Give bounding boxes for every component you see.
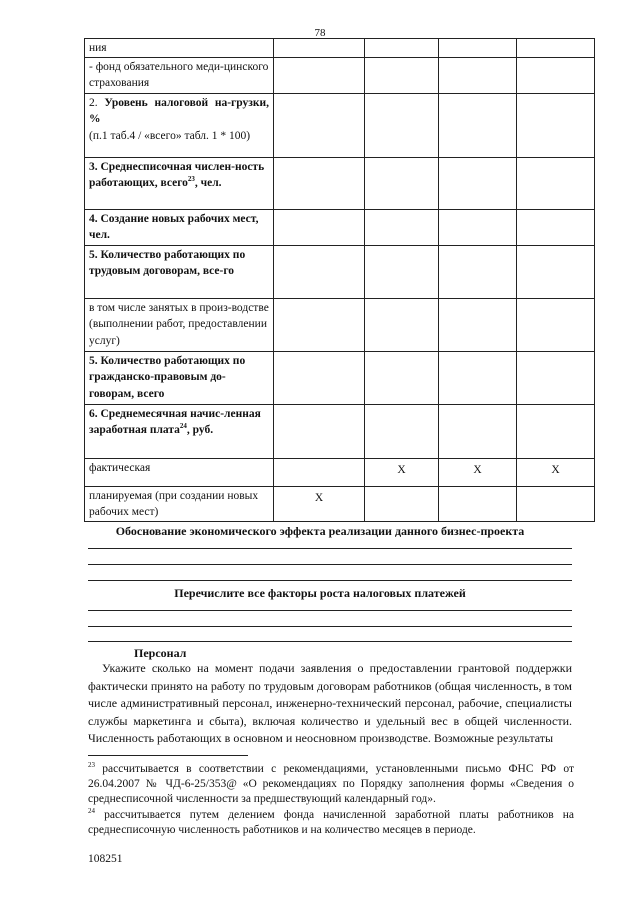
- row-number: 2.: [89, 96, 98, 109]
- fill-line: [88, 548, 572, 549]
- table-row: [85, 93, 595, 157]
- footnote-ref: 23: [187, 175, 195, 184]
- table-cell: [274, 245, 365, 298]
- row-label-note: (п.1 таб.4 / «всего» табл. 1 * 100): [89, 129, 251, 142]
- table-cell: [365, 57, 439, 93]
- footnote-number: 24: [88, 807, 95, 816]
- table-cell: [439, 298, 517, 351]
- table-cell: X: [274, 486, 365, 521]
- table-cell: X: [439, 458, 517, 486]
- personnel-text: Укажите сколько на момент подачи заявления о предоставлении грантовой поддержки фактически принято на работу по трудовым договорам работников (общая численность, в том числе административный персонал, инженерно-технический персонал, рабочие, специалисты службы маркетинга и сбыта), включая количество и удельный вес в общей численности. Численность работающих в основном и неосновном производстве. Возможные результаты: [88, 661, 572, 745]
- table-cell: [439, 209, 517, 245]
- table-row: [85, 57, 595, 93]
- row-label: ния: [85, 39, 274, 58]
- personnel-paragraph: [88, 660, 572, 748]
- row-label-bold: 3. Среднесписочная числен-ность работающих, всего: [89, 160, 265, 189]
- row-label: [85, 404, 274, 458]
- table-cell: [517, 93, 595, 157]
- table-cell: [439, 486, 517, 521]
- row-label-tail: , руб.: [186, 424, 214, 436]
- row-label-tail: , чел.: [194, 177, 222, 189]
- table-row: [85, 209, 595, 245]
- footnote-ref: 24: [179, 422, 187, 431]
- table-cell: [517, 486, 595, 521]
- table-cell: [274, 93, 365, 157]
- table-cell: [274, 39, 365, 58]
- table-row: [85, 458, 595, 486]
- row-label: 5. Количество работающих по трудовым договорам, все-го: [85, 245, 274, 298]
- table-row: [85, 404, 595, 458]
- fill-line: [88, 580, 572, 581]
- row-label-bold: 6. Среднемесячная начис-ленная заработная плата: [89, 407, 261, 436]
- table-cell: [274, 157, 365, 209]
- row-label-bold: Уровень налоговой на-грузки, %: [89, 96, 269, 125]
- footnote-text: рассчитывается путем делением фонда начисленной заработной платы работников на среднесписочную численность работников и на количество месяцев в периоде.: [88, 809, 574, 836]
- table-row: [85, 157, 595, 209]
- row-label: [85, 157, 274, 209]
- fill-line: [88, 610, 572, 611]
- table-cell: [365, 486, 439, 521]
- row-label: 4. Создание новых рабочих мест, чел.: [85, 209, 274, 245]
- fill-line: [88, 564, 572, 565]
- table-cell: [365, 245, 439, 298]
- table-cell: [365, 351, 439, 404]
- table-cell: [274, 351, 365, 404]
- table-cell: [517, 404, 595, 458]
- table-row: [85, 486, 595, 521]
- table-cell: [517, 209, 595, 245]
- footnote-text: рассчитывается в соответствии с рекомендациями, установленными письмо ФНС РФ от 26.04.2007 № ЧД-6-25/353@ «О рекомендациях по Порядку заполнения формы «Сведения о среднесписочной численности за предшествующий календарный год».: [88, 763, 574, 805]
- table-cell: [365, 298, 439, 351]
- table-cell: [517, 351, 595, 404]
- table-cell: [274, 458, 365, 486]
- section-heading-tax-growth: Перечислите все факторы роста налоговых платежей: [174, 586, 466, 600]
- table-row: [85, 245, 595, 298]
- table-cell: [439, 351, 517, 404]
- table-cell: [439, 93, 517, 157]
- row-label: - фонд обязательного меди-цинского страхования: [85, 57, 274, 93]
- fill-line: [88, 641, 572, 642]
- row-label: фактическая: [85, 458, 274, 486]
- table-cell: [439, 157, 517, 209]
- table-cell: [274, 298, 365, 351]
- table-cell: [517, 57, 595, 93]
- table-cell: [365, 209, 439, 245]
- footnote-number: 23: [88, 761, 95, 770]
- section-title-personnel: Персонал: [134, 646, 187, 660]
- table-cell: [517, 39, 595, 58]
- row-label: в том числе занятых в произ-водстве (выполнении работ, предоставлении услуг): [85, 298, 274, 351]
- footnote-24: [88, 808, 574, 838]
- table-cell: [439, 57, 517, 93]
- table-row: [85, 351, 595, 404]
- section-heading-economic-effect: Обоснование экономического эффекта реализации данного бизнес-проекта: [115, 524, 525, 538]
- table-cell: [439, 404, 517, 458]
- table-cell: [517, 298, 595, 351]
- footnote-separator: [88, 755, 248, 756]
- table-cell: [439, 39, 517, 58]
- table-cell: [365, 404, 439, 458]
- footnote-23: [88, 762, 574, 807]
- page-number: 78: [314, 27, 326, 39]
- table-row: [85, 39, 595, 58]
- table-cell: [274, 209, 365, 245]
- fill-line: [88, 626, 572, 627]
- table-cell: X: [517, 458, 595, 486]
- indicators-table: [84, 38, 595, 522]
- table-cell: X: [365, 458, 439, 486]
- table-row: [85, 298, 595, 351]
- table-cell: [439, 245, 517, 298]
- table-cell: [365, 39, 439, 58]
- document-number: 108251: [88, 853, 123, 865]
- row-label: [85, 93, 274, 157]
- table-cell: [274, 404, 365, 458]
- table-cell: [517, 157, 595, 209]
- table-cell: [517, 245, 595, 298]
- table-cell: [274, 57, 365, 93]
- table-cell: [365, 93, 439, 157]
- row-label: планируемая (при создании новых рабочих мест): [85, 486, 274, 521]
- table-cell: [365, 157, 439, 209]
- row-label: 5. Количество работающих по гражданско-правовым до-говорам, всего: [85, 351, 274, 404]
